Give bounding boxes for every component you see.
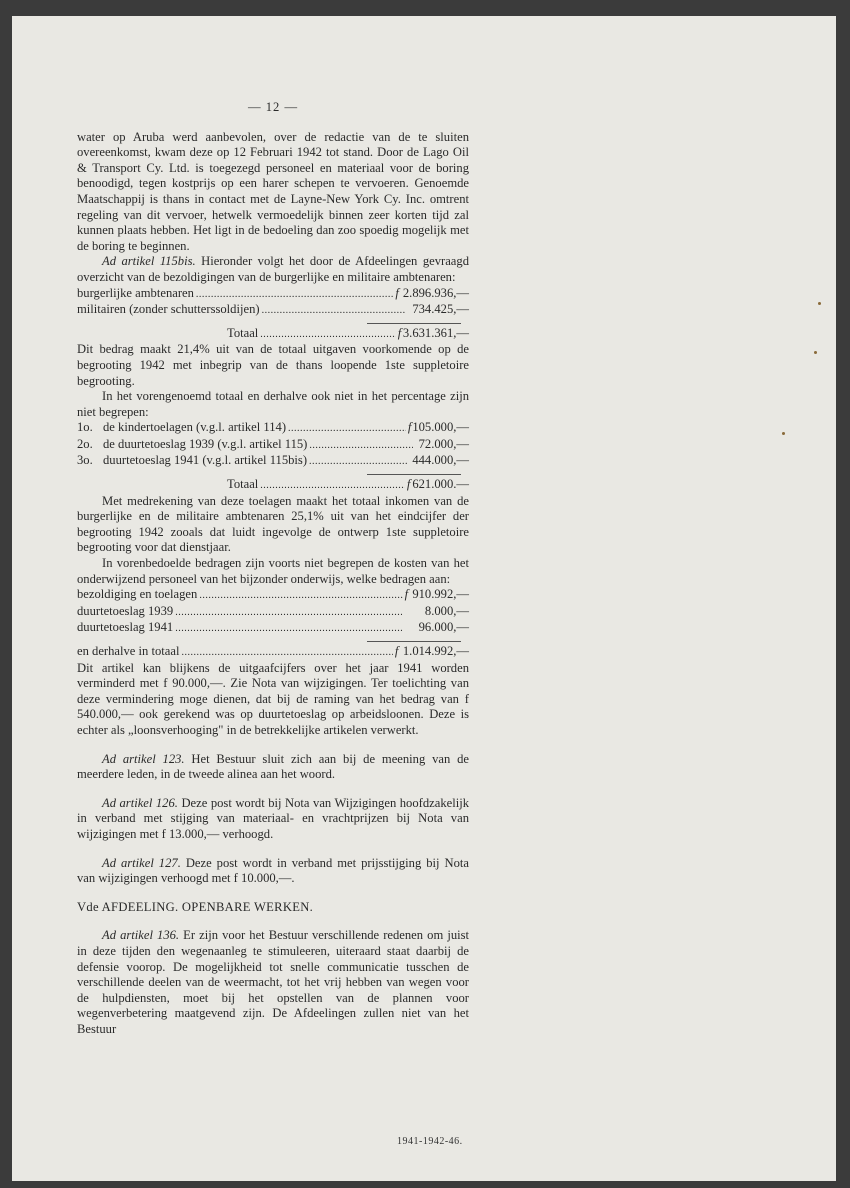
paragraph-art126: Ad artikel 126. Deze post wordt bij Nota van Wijzigingen hoofdzakelijk in verband met stijging van materiaal- en vrachtprijzen bij Nota van wijzigingen met f 13.000,— verhoogd. bbox=[77, 795, 469, 841]
article-heading: Ad artikel 127. bbox=[102, 855, 181, 870]
paragraph-aruba: water op Aruba werd aanbevolen, over de redactie van de te sluiten overeenkomst, kwam deze op 12 Februari 1942 tot stand. Door de Lago Oil & Transport Cy. Ltd. is toegezegd personeel en materiaal voor de boring benoodigd, tegen kostprijs op een harer schepen te vervoeren. Genoemde Maatschappij is thans in contact met de Layne-New York Cy. Inc. omtrent regeling van dit vervoer, hetwelk vermoedelijk binnen zeer korten tijd zal kunnen plaats hebben. Het ligt in de bedoeling dan zoo spoedig mogelijk met de boring te beginnen. bbox=[77, 129, 469, 253]
total-row: Totaal . . . f 621.000. — bbox=[77, 477, 469, 494]
paragraph-art115bis: Ad artikel 115bis. Hieronder volgt het door de Afdeelingen gevraagd overzicht van de bezoldigingen van de burgerlijke en militaire ambtenaren: bbox=[77, 254, 469, 284]
paragraph: Met medrekening van deze toelagen maakt het totaal inkomen van de burgerlijke en de militaire ambtenaren 25,1% uit van het eindcijfer der begrooting 1942 zooals dat luidt ingevolge de ontwerp 1ste suppletoire begrooting voor dat dienstjaar. bbox=[77, 493, 469, 555]
table-row: 3o. duurtetoeslag 1941 (v.g.l. artikel 115bis) . . . 444.000, — bbox=[77, 453, 469, 470]
total-row: en derhalve in totaal . . . f 1.014.992, — bbox=[77, 644, 469, 661]
page-number: — 12 — bbox=[247, 100, 299, 114]
paper-speck bbox=[814, 351, 817, 354]
paper-speck bbox=[818, 302, 821, 305]
paper-speck bbox=[782, 432, 785, 435]
sum-rule bbox=[367, 323, 461, 324]
table-row: duurtetoeslag 1941 . . . 96.000, — bbox=[77, 620, 469, 637]
document-page bbox=[77, 100, 469, 1037]
paragraph-art123: Ad artikel 123. Het Bestuur sluit zich aan bij de meening van de meerdere leden, in de tweede alinea aan het woord. bbox=[77, 751, 469, 782]
article-heading: Ad artikel 136. bbox=[102, 928, 180, 943]
paragraph: Dit artikel kan blijkens de uitgaafcijfers over het jaar 1941 worden verminderd met f 90.000,—. Zie Nota van wijzigingen. Ter toelichting van deze vermindering moge dienen, dat bij de raming van het bedrag van f 540.000,— ook gerekend was op duurtetoeslag op arbeidsloonen. Deze is echter als „loonsverhooging" in de betrekkelijke artikelen verwerkt. bbox=[77, 660, 469, 737]
section-heading: Vde AFDEELING. OPENBARE WERKEN. bbox=[77, 899, 314, 914]
footer-stamp: 1941-1942-46. bbox=[397, 1136, 463, 1147]
table-row: burgerlijke ambtenaren . . . f 2.896.936, — bbox=[77, 286, 469, 303]
table-row: 1o. de kindertoelagen (v.g.l. artikel 114) . . . f 105.000, — bbox=[77, 420, 469, 437]
table-row: bezoldiging en toelagen . . . f 910.992, — bbox=[77, 587, 469, 604]
paragraph-art127: Ad artikel 127. Deze post wordt in verband met prijsstijging bij Nota van wijzigingen verhoogd met f 10.000,—. bbox=[77, 855, 469, 886]
sum-rule bbox=[367, 641, 461, 642]
article-heading: Ad artikel 123. bbox=[102, 751, 185, 766]
paragraph: Dit bedrag maakt 21,4% uit van de totaal uitgaven voorkomende op de begrooting 1942 met inbegrip van de thans loopende 1ste suppletoire begrooting. bbox=[77, 342, 469, 388]
total-row: Totaal . . . f 3.631.361, — bbox=[77, 326, 469, 343]
paragraph: In het vorengenoemd totaal en derhalve ook niet in het percentage zijn niet begrepen: bbox=[77, 389, 469, 419]
table-row: militairen (zonder schutterssoldijen) . . . 734.425, — bbox=[77, 302, 469, 319]
sum-rule bbox=[367, 474, 461, 475]
article-heading: Ad artikel 115bis. bbox=[102, 254, 196, 269]
paragraph: In vorenbedoelde bedragen zijn voorts niet begrepen de kosten van het onderwijzend personeel van het bijzonder onderwijs, welke bedragen aan: bbox=[77, 556, 469, 586]
paragraph-art136: Ad artikel 136. Er zijn voor het Bestuur verschillende redenen om juist in deze tijden den wegenaanleg te stimuleeren, uiteraard staat daarbij de defensie voorop. De mogelijkheid tot snelle communicatie tusschen de verschillende deelen van de weermacht, tot het vrij hebben van wegen voor de hulpdiensten, moet bij het opstellen van de plannen voor wegenverbetering maatgevend zijn. De Afdeelingen zullen niet van het Bestuur bbox=[77, 928, 470, 1036]
table-row: duurtetoeslag 1939 . . . 8.000, — bbox=[77, 604, 469, 621]
article-heading: Ad artikel 126. bbox=[102, 795, 178, 810]
table-row: 2o. de duurtetoeslag 1939 (v.g.l. artikel 115) . . . 72.000, — bbox=[77, 437, 469, 454]
